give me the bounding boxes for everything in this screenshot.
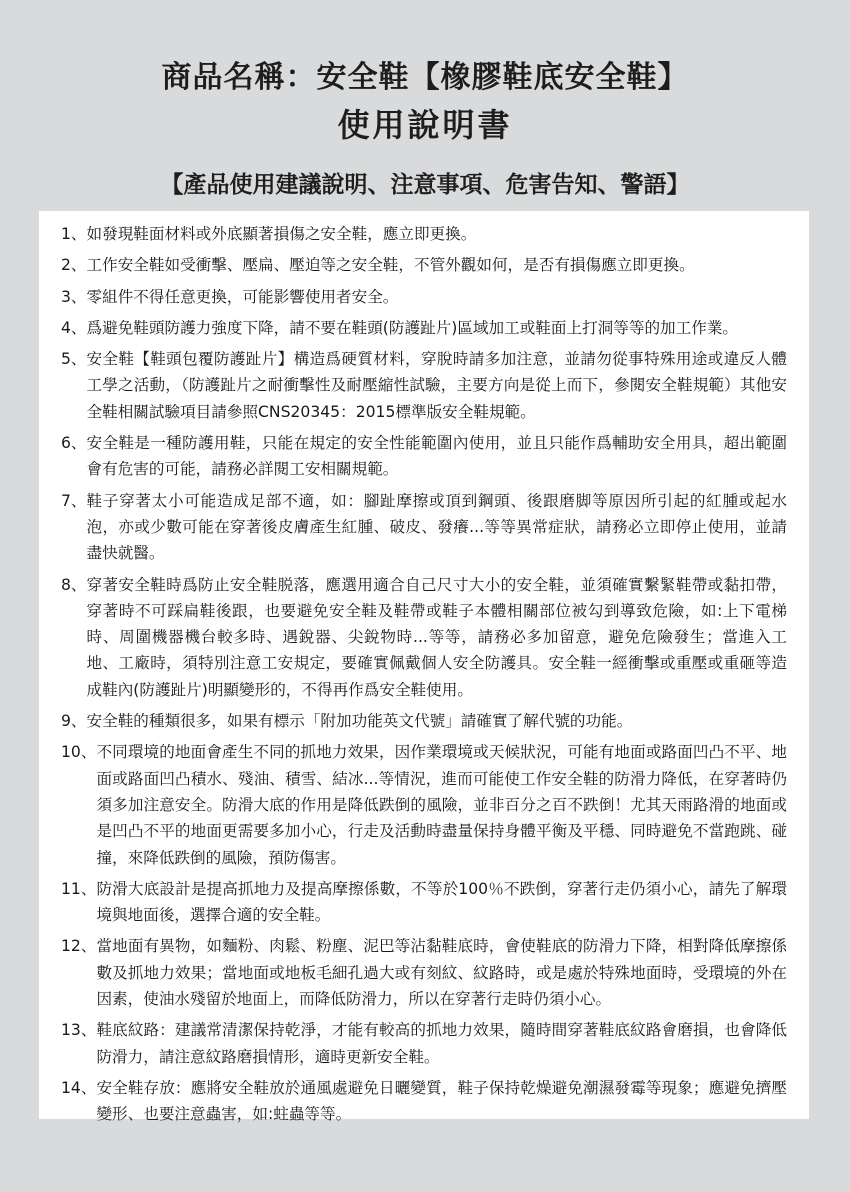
list-item: [61, 1075, 787, 1128]
list-item: [61, 284, 787, 310]
list-item: [61, 708, 787, 734]
item-number: 6、: [61, 434, 87, 453]
manual-title: 使用說明書: [337, 106, 513, 144]
item-text: 不同環境的地面會產生不同的抓地力效果，因作業環境或天候狀況，可能有地面或路面凹凸不平、地面或路面凹凸積水、殘油、積雪、結冰...等情況，進而可能使工作安全鞋的防滑力降低，在穿著時仍須多加注意安全。防滑大底的作用是降低跌倒的風險，並非百分之百不跌倒！尤其天雨路滑的地面或是凹凸不平的地面更需要多加小心，行走及活動時盡量保持身體平衡及平穩、同時避免不當跑跳、碰撞，來降低跌倒的風險，預防傷害。: [96, 743, 787, 867]
list-item: [61, 315, 787, 341]
item-number: 11、: [61, 879, 97, 898]
item-text: 零組件不得任意更換，可能影響使用者安全。: [86, 287, 399, 306]
item-number: 12、: [61, 937, 97, 956]
list-item: [61, 488, 787, 567]
item-number: 14、: [61, 1078, 97, 1097]
list-item: [61, 572, 787, 703]
item-text: 爲避免鞋頭防護力強度下降，請不要在鞋頭(防護趾片)區域加工或鞋面上打洞等等的加工作業。: [86, 318, 739, 337]
item-text: 防滑大底設計是提高抓地力及提高摩擦係數，不等於100％不跌倒，穿著行走仍須小心，請先了解環境與地面後，選擇合適的安全鞋。: [96, 879, 787, 925]
list-item: [61, 739, 787, 870]
item-number: 7、: [61, 491, 87, 510]
item-text: 如發現鞋面材料或外底顯著損傷之安全鞋，應立即更換。: [86, 225, 477, 243]
item-text: 鞋底紋路：建議常清潔保持乾淨，才能有較高的抓地力效果，隨時間穿著鞋底紋路會磨損，也會降低防滑力，請注意紋路磨損情形，適時更新安全鞋。: [96, 1021, 787, 1066]
list-item: [61, 1017, 787, 1070]
item-number: 1、: [61, 225, 87, 243]
item-text: 工作安全鞋如受衝擊、壓扁、壓迫等之安全鞋，不管外觀如何，是否有損傷應立即更換。: [86, 256, 695, 275]
item-number: 4、: [61, 318, 87, 337]
item-number: 2、: [61, 256, 87, 275]
product-title: 商品名稱：安全鞋【橡膠鞋底安全鞋】: [161, 60, 689, 95]
item-number: 9、: [61, 712, 87, 731]
list-item: [61, 430, 787, 483]
list-item: [61, 221, 787, 247]
item-text: 安全鞋存放：應將安全鞋放於通風處避免日曬變質，鞋子保持乾燥避免潮濕發霉等現象；應避免擠壓變形、也要注意蟲害，如:蛀蟲等等。: [96, 1078, 787, 1124]
instructions-panel: [39, 211, 809, 1124]
item-text: 鞋子穿著太小可能造成足部不適，如：腳趾摩擦或頂到鋼頭、後跟磨脚等原因所引起的紅腫或起水泡，亦或少數可能在穿著後皮膚產生紅腫、破皮、發癢...等等異常症狀，請務必立即停止使用，並請盡快就醫。: [86, 491, 787, 563]
list-item: [61, 933, 787, 1012]
list-item: [61, 252, 787, 278]
item-text: 穿著安全鞋時爲防止安全鞋脱落，應選用適合自己尺寸大小的安全鞋，並須確實繫緊鞋帶或黏扣帶，穿著時不可踩扁鞋後跟，也要避免安全鞋及鞋帶或鞋子本體相關部位被勾到導致危險，如:上下電梯時、周圍機器機台較多時、遇銳器、尖銳物時...等等，請務必多加留意，避免危險發生；當進入工地、工廠時，須特別注意工安規定，要確實佩戴個人安全防護具。安全鞋一經衝擊或重壓或重砸等造成鞋內(防護趾片)明顯變形的，不得再作爲安全鞋使用。: [86, 575, 787, 699]
item-number: 8、: [61, 575, 87, 594]
item-text: 當地面有異物，如麵粉、肉鬆、粉塵、泥巴等沾黏鞋底時，會使鞋底的防滑力下降，相對降低摩擦係數及抓地力效果；當地面或地板毛細孔過大或有刻紋、紋路時，或是處於特殊地面時，受環境的外在因素，使油水殘留於地面上，而降低防滑力，所以在穿著行走時仍須小心。: [96, 937, 787, 1009]
item-number: 3、: [61, 287, 87, 306]
item-text: 安全鞋是一種防護用鞋，只能在規定的安全性能範圍內使用，並且只能作爲輔助安全用具，超出範圍會有危害的可能，請務必詳閱工安相關規範。: [86, 434, 787, 479]
item-text: 安全鞋【鞋頭包覆防護趾片】構造爲硬質材料，穿脫時請多加注意，並請勿從事特殊用途或違反人體工學之活動，（防護趾片之耐衝擊性及耐壓縮性試驗，主要方向是從上而下，參閱安全鞋規範）其他安全鞋相關試驗項目請參照CNS20345：2015標準版安全鞋規範。: [86, 350, 787, 421]
item-number: 5、: [61, 350, 87, 369]
section-heading: 【產品使用建議說明、注意事項、危害告知、警語】: [160, 172, 690, 198]
item-number: 10、: [61, 743, 97, 762]
item-number: 13、: [61, 1021, 97, 1040]
item-text: 安全鞋的種類很多，如果有標示「附加功能英文代號」請確實了解代號的功能。: [86, 712, 633, 731]
list-item: [61, 876, 787, 929]
list-item: [61, 346, 787, 425]
